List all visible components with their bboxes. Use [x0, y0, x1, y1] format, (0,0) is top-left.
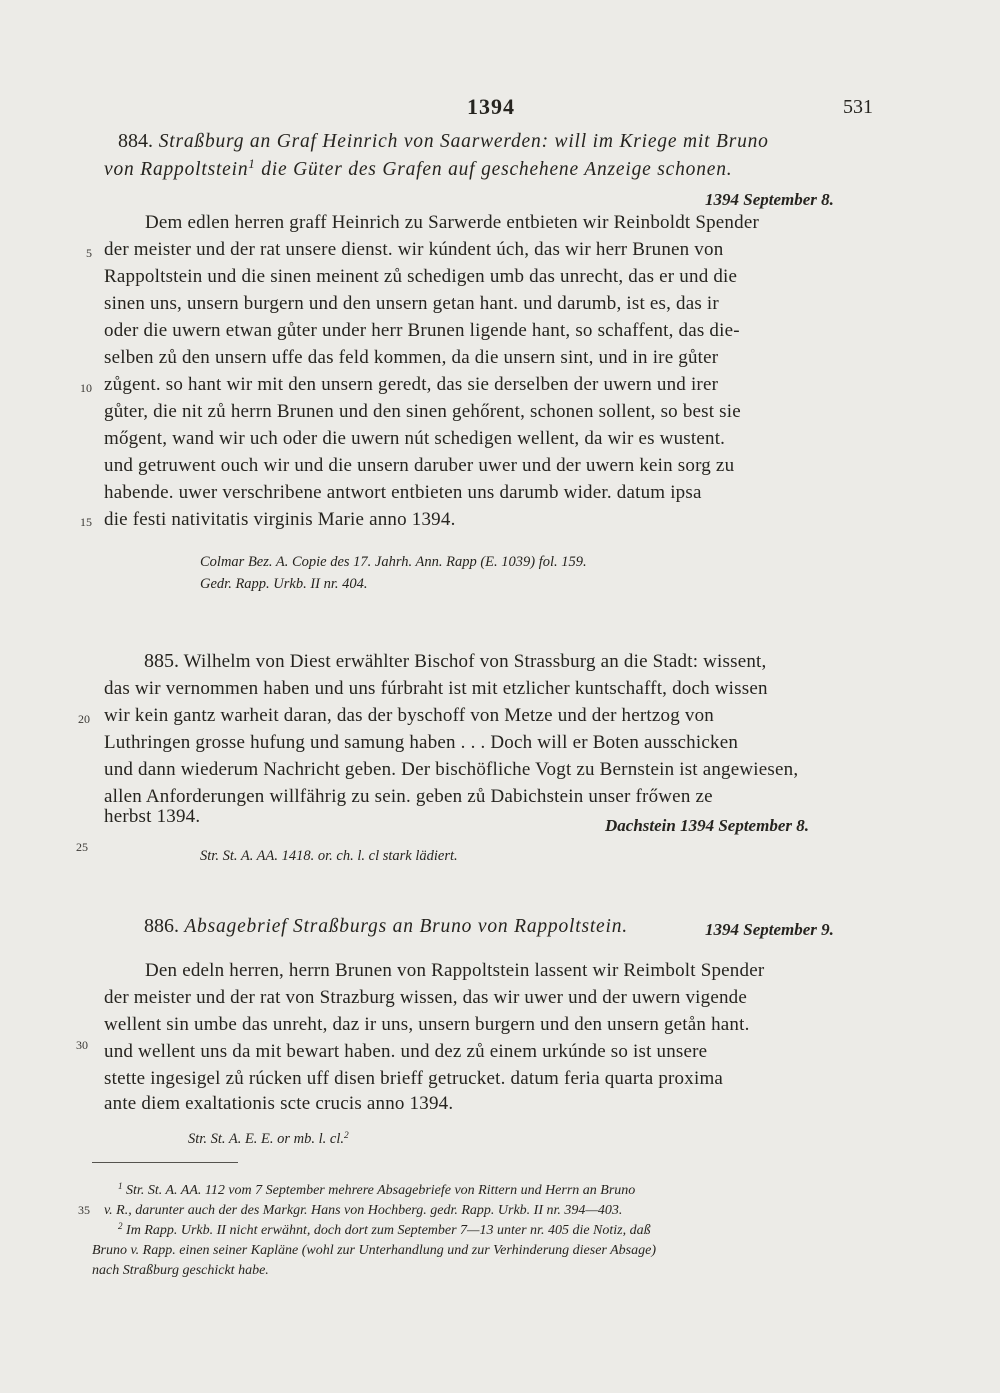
- margin-line-number: 5: [86, 246, 92, 260]
- text-line: allen Anforderungen willfährig zu sein. geben zů Dabichstein unser frőwen ze: [104, 786, 713, 807]
- footnote-text: Im Rapp. Urkb. II nicht erwähnt, doch dort zum September 7—13 unter nr. 405 die Notiz, daß: [126, 1223, 651, 1238]
- margin-line-number: 35: [78, 1203, 90, 1217]
- margin-line-number: 10: [80, 381, 92, 395]
- text-line: habende. uwer verschribene antwort entbieten uns darumb wider. datum ipsa: [104, 482, 702, 503]
- margin-line-number: 15: [80, 515, 92, 529]
- margin-line-number: 20: [78, 712, 90, 726]
- source-citation: Gedr. Rapp. Urkb. II nr. 404.: [200, 576, 368, 592]
- text-line: das wir vernommen haben und uns fúrbraht ist mit etzlicher kuntschafft, doch wissen: [104, 678, 768, 699]
- text-line: wellent sin umbe das unreht, daz ir uns, unsern burgern und den unsern getån hant.: [104, 1014, 750, 1035]
- source-citation: [188, 1131, 349, 1148]
- text-line: oder die uwern etwan gůter under herr Brunen ligende hant, so schaffent, das die-: [104, 320, 740, 341]
- text-line: die festi nativitatis virginis Marie anno 1394.: [104, 509, 456, 530]
- footnote-1-line-1: [118, 1183, 635, 1199]
- text-line: der meister und der rat unsere dienst. wir kúndent úch, das wir herr Brunen von: [104, 239, 724, 260]
- text-line: Dem edlen herren graff Heinrich zu Sarwerde entbieten wir Reinboldt Spender: [145, 212, 759, 233]
- text-line: zůgent. so hant wir mit den unsern geredt, das sie derselben der uwern und irer: [104, 374, 719, 395]
- text-line: Den edeln herren, herrn Brunen von Rappoltstein lassent wir Reimbolt Spender: [145, 960, 765, 981]
- footnote-ref: 2: [344, 1130, 349, 1141]
- text-line: sinen uns, unsern burgern und den unsern getan hant. und darumb, ist es, das ir: [104, 293, 719, 314]
- entry-885-date: Dachstein 1394 September 8.: [605, 816, 809, 835]
- text-line: gůter, die nit zů herrn Brunen und den sinen gehőrent, schonen sollent, so best sie: [104, 401, 741, 422]
- entry-885-first-line: [144, 650, 766, 673]
- entry-text: Wilhelm von Diest erwählter Bischof von Strassburg an die Stadt: wissent,: [183, 651, 767, 672]
- text-line: herbst 1394.: [104, 806, 201, 827]
- text-line: und wellent uns da mit bewart haben. und dez zů einem urkúnde so ist unsere: [104, 1041, 708, 1062]
- entry-number: 885.: [144, 650, 179, 672]
- entry-title-text: Straßburg an Graf Heinrich von Saarwerden: will im Kriege mit Bruno: [158, 131, 769, 152]
- page-number: 531: [843, 96, 873, 118]
- text-line: Rappoltstein und die sinen meinent zů schedigen umb das unrecht, das er und die: [104, 266, 738, 287]
- footnote-divider: [92, 1162, 238, 1163]
- text-line: mőgent, wand wir uch oder die uwern nút schedigen wellent, da wir es wustent.: [104, 428, 726, 449]
- entry-number: 886.: [144, 915, 179, 937]
- entry-886-title: [144, 915, 628, 938]
- citation-text: Str. St. A. E. E. or mb. l. cl.: [188, 1131, 345, 1147]
- entry-title-text: Absagebrief Straßburgs an Bruno von Rappoltstein.: [184, 916, 628, 937]
- footnote-mark: 2: [118, 1221, 123, 1231]
- text-line: wir kein gantz warheit daran, das der byschoff von Metze und der hertzog von: [104, 705, 714, 726]
- source-citation: Colmar Bez. A. Copie des 17. Jahrh. Ann. Rapp (E. 1039) fol. 159.: [200, 554, 587, 570]
- text-line: selben zů den unsern uffe das feld kommen, da die unsern sint, und in ire gůter: [104, 347, 719, 368]
- text-line: Luthringen grosse hufung und samung haben . . . Doch will er Boten ausschicken: [104, 732, 739, 753]
- entry-886-date: 1394 September 9.: [705, 920, 834, 939]
- footnote-2-line-3: nach Straßburg geschickt habe.: [92, 1263, 269, 1278]
- entry-884-date: 1394 September 8.: [705, 190, 834, 209]
- footnote-text: Str. St. A. AA. 112 vom 7 September mehrere Absagebriefe von Rittern und Herrn an Bruno: [126, 1183, 636, 1198]
- running-header-year: 1394: [467, 94, 515, 119]
- entry-title-text: von Rappoltstein: [104, 159, 249, 180]
- entry-884-title-line-1: [118, 130, 769, 153]
- text-line: und dann wiederum Nachricht geben. Der bischöfliche Vogt zu Bernstein ist angewiesen,: [104, 759, 799, 780]
- text-line: und getruwent ouch wir und die unsern daruber uwer und der uwern kein sorg zu: [104, 455, 735, 476]
- footnote-1-line-2: v. R., darunter auch der des Markgr. Hans von Hochberg. gedr. Rapp. Urkb. II nr. 394—403.: [104, 1203, 623, 1218]
- footnote-2-line-2: Bruno v. Rapp. einen seiner Kapläne (wohl zur Unterhandlung und zur Verhinderung dieser Absage): [92, 1243, 656, 1258]
- margin-line-number: 25: [76, 840, 88, 854]
- entry-number: 884.: [118, 130, 153, 152]
- text-line: ante diem exaltationis scte crucis anno 1394.: [104, 1093, 454, 1114]
- text-line: der meister und der rat von Strazburg wissen, das wir uwer und der uwern vigende: [104, 987, 747, 1008]
- footnote-2-line-1: [118, 1223, 651, 1239]
- margin-line-number: 30: [76, 1038, 88, 1052]
- footnote-ref: 1: [248, 157, 256, 172]
- entry-title-text: die Güter des Grafen auf geschehene Anzeige schonen.: [255, 159, 733, 180]
- source-citation: Str. St. A. AA. 1418. or. ch. l. cl stark lädiert.: [200, 848, 458, 864]
- text-line: stette ingesigel zů rúcken uff disen brieff getrucket. datum feria quarta proxima: [104, 1068, 724, 1089]
- footnote-mark: 1: [118, 1181, 123, 1191]
- entry-884-title-line-2: [104, 159, 732, 181]
